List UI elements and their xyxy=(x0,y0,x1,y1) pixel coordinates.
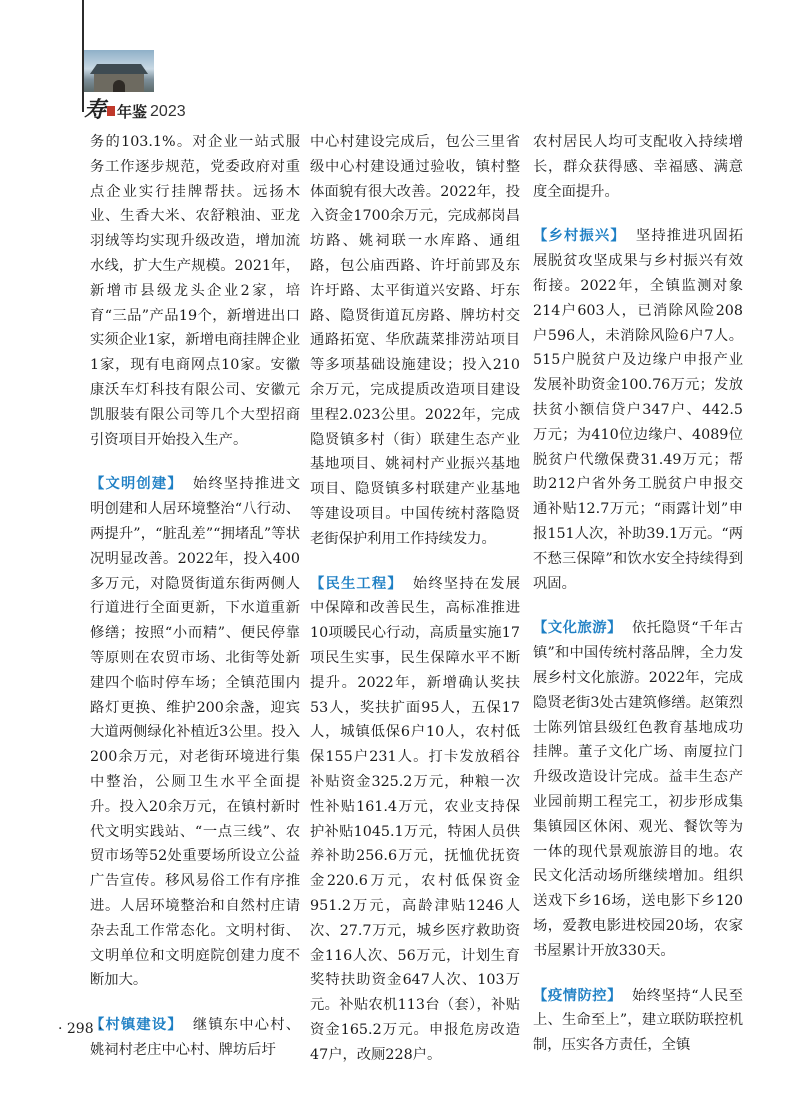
section-tag-wenhua: 【文化旅游】 xyxy=(533,620,622,637)
paragraph-text: 坚持推进巩固拓展脱贫攻坚成果与乡村振兴有效衔接。2022年，全镇监测对象214户603人，已消除风险208户596人，未消除风险6户7人。515户脱贫户及边缘户申报产业发展补助资金100.76万元；发放扶贫小额信贷户347户、442.5万元；为410位边缘户、4089位脱贫户代缴保费31.49万元；帮助212户省外务工脱贫户申报交通补贴12.7万元；“雨露计划”申报151人次，补助39.1万元。“两不愁三保障”和饮水安全持续得到巩固。 xyxy=(533,228,744,592)
paragraph xyxy=(90,1013,300,1063)
paragraph xyxy=(533,984,743,1058)
paragraph-text: 继镇东中心村、姚祠村老庄中心村、牌坊后圩 xyxy=(90,1017,301,1058)
header-banner-image xyxy=(84,50,154,92)
paragraph xyxy=(90,472,300,993)
paragraph-text: 始终坚持推进文明创建和人居环境整治“八行动、两提升”，“脏乱差”“拥堵乱”等状况明显改善。2022年，投入400多万元，对隐贤街道东街两侧人行道进行全面更新，下水道重新修缮；按照“小而精”、便民停靠等原则在农贸市场、北街等处新建四个临时停车场；全镇范围内路灯更换、维护200余盏，迎宾大道两侧绿化补植近3公里。投入200余万元，对老街环境进行集中整治，公厕卫生水平全面提升。投入20余万元，在镇村新时代文明实践站、“一点三线”、农贸市场等52处重要场所设立公益广告宣传。移风易俗工作有序推进。人居环境整治和自然村庄请杂去乱工作常态化。文明村街、文明单位和文明庭院创建力度不断加大。 xyxy=(90,476,301,989)
text-column-2 xyxy=(310,130,520,1067)
paragraph xyxy=(533,616,743,963)
paragraph-text: 农村居民人均可支配收入持续增长，群众获得感、幸福感、满意度全面提升。 xyxy=(533,134,743,200)
paragraph xyxy=(310,130,520,552)
section-tag-minsheng: 【民生工程】 xyxy=(310,575,403,592)
section-tag-wenming: 【文明创建】 xyxy=(90,476,183,493)
section-tag-xiangcun: 【乡村振兴】 xyxy=(533,228,626,245)
text-column-3 xyxy=(533,130,743,1058)
seal-icon xyxy=(107,106,115,116)
yearbook-brand xyxy=(84,96,186,122)
paragraph xyxy=(533,130,743,204)
brand-yearbook: 年鉴 xyxy=(117,103,148,121)
paragraph-text: 依托隐贤“千年古镇”和中国传统村落品牌，全力发展乡村文化旅游。2022年，完成隐贤老街3处古建筑修缮。赵策烈士陈列馆县级红色教育基地成功挂牌。董子文化广场、南厦拉门升级改造设计完成。益丰生态产业园前期工程完工，初步形成集集镇园区休闲、观光、餐饮等为一体的现代景观旅游目的地。农民文化活动场所继续增加。组织送戏下乡16场，送电影下乡120场，爱教电影进校园20场，农家书屋累计开放330天。 xyxy=(533,620,744,959)
brand-year: 2023 xyxy=(150,103,186,120)
page-number: · 298 · xyxy=(58,1021,103,1037)
paragraph-text: 务的103.1%。对企业一站式服务工作逐步规范，党委政府对重点企业实行挂牌帮扶。远扬木业、生香大米、农舒粮油、亚龙羽绒等均实现升级改造，增加流水线，扩大生产规模。2021年，新增市县级龙头企业2家，培育“三品”产品19个，新增进出口实须企业1家，新增电商挂牌企业1家，现有电商网点10家。安徽康沃车灯科技有限公司、安徽元凯服装有限公司等几个大型招商引资项目开始投入生产。 xyxy=(90,134,300,448)
paragraph xyxy=(90,130,300,452)
section-tag-cunzhen: 【村镇建设】 xyxy=(90,1017,183,1034)
paragraph-text: 始终坚持“人民至上、生命至上”，建立联防联控机制，压实各方责任，全镇 xyxy=(533,987,744,1054)
paragraph xyxy=(310,572,520,1068)
paragraph-text: 始终坚持在发展中保障和改善民生，高标准推进10项暖民心行动，高质量实施17项民生实事，民生保障水平不断提升。2022年，新增确认奖扶53人，奖扶扩面95人，五保17人，城镇低保6户10人，农村低保155户231人。打卡发放稻谷补贴资金325.2万元，种粮一次性补贴161.4万元，农业支持保护补贴1045.1万元，特困人员供养补助256.6万元，抚恤优抚资金220.6万元，农村低保资金951.2万元，高龄津贴1246人次、27.7万元，城乡医疗救助资金116人次、56万元，计划生育奖特扶助资金647人次、103万元。补贴农机113台（套），补贴资金165.2万元。申报危房改造47户，改厕228户。 xyxy=(310,575,521,1063)
paragraph xyxy=(533,224,743,596)
paragraph-text: 中心村建设完成后，包公三里省级中心村建设通过验收，镇村整体面貌有很大改善。2022年，投入资金1700余万元，完成郝岗昌坊路、姚祠联一水库路、通组路，包公庙西路、许圩前郢及东许圩路、太平街道兴安路、圩东路、隐贤街道瓦房路、牌坊村交通路拓宽、华欣蔬菜排涝站项目等多项基础设施建设；投入210余万元，完成提质改造项目建设里程2.023公里。2022年，完成隐贤镇多村（街）联建生态产业基地项目、姚祠村产业振兴基地项目、隐贤镇多村联建产业基地等建设项目。中国传统村落隐贤老街保护利用工作持续发力。 xyxy=(310,134,520,547)
text-column-1 xyxy=(90,130,300,1063)
section-tag-yiqing: 【疫情防控】 xyxy=(533,987,622,1004)
brand-logo-char: 寿 xyxy=(84,97,107,123)
